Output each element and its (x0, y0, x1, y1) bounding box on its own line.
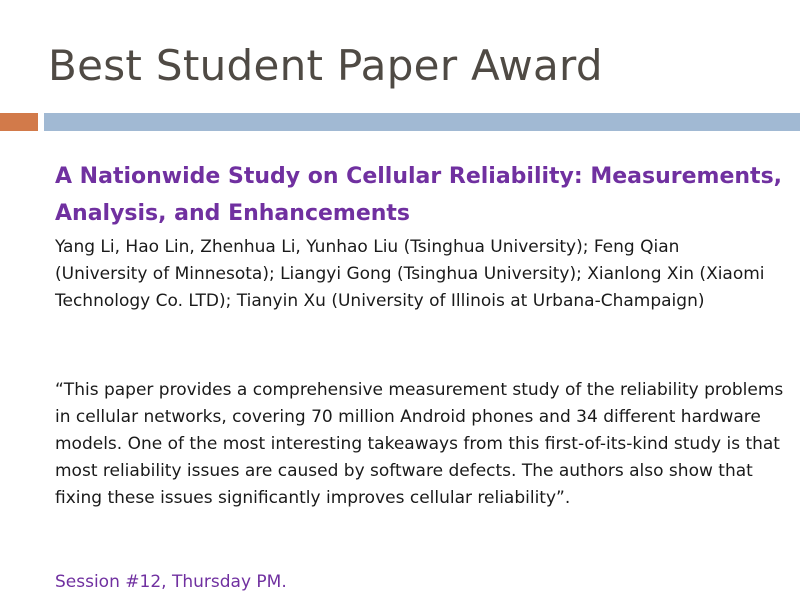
award-citation-quote: “This paper provides a comprehensive measurement study of the reliability problems in cellular networks, covering 70 million Android phones and 34 different hardware models. One of the most interesting takeaways from this first-of-its-kind study is that most reliability issues are caused by software defects. The authors also show that fixing these issues significantly improves cellular reliability”. (55, 380, 784, 508)
accent-bar-blue (44, 113, 800, 131)
slide-title: Best Student Paper Award (48, 41, 603, 90)
paper-title: A Nationwide Study on Cellular Reliability: Measurements, Analysis, and Enhancements (55, 164, 783, 226)
authors-list: Yang Li, Hao Lin, Zhenhua Li, Yunhao Liu (Tsinghua University); Feng Qian (University of Minnesota); Liangyi Gong (Tsinghua University); Xianlong Xin (Xiaomi Technology Co. LTD); Tianyin Xu (University of Illinois at Urbana-Champaign) (55, 237, 765, 311)
session-info: Session #12, Thursday PM. (55, 572, 287, 592)
accent-bar-orange (0, 113, 38, 131)
